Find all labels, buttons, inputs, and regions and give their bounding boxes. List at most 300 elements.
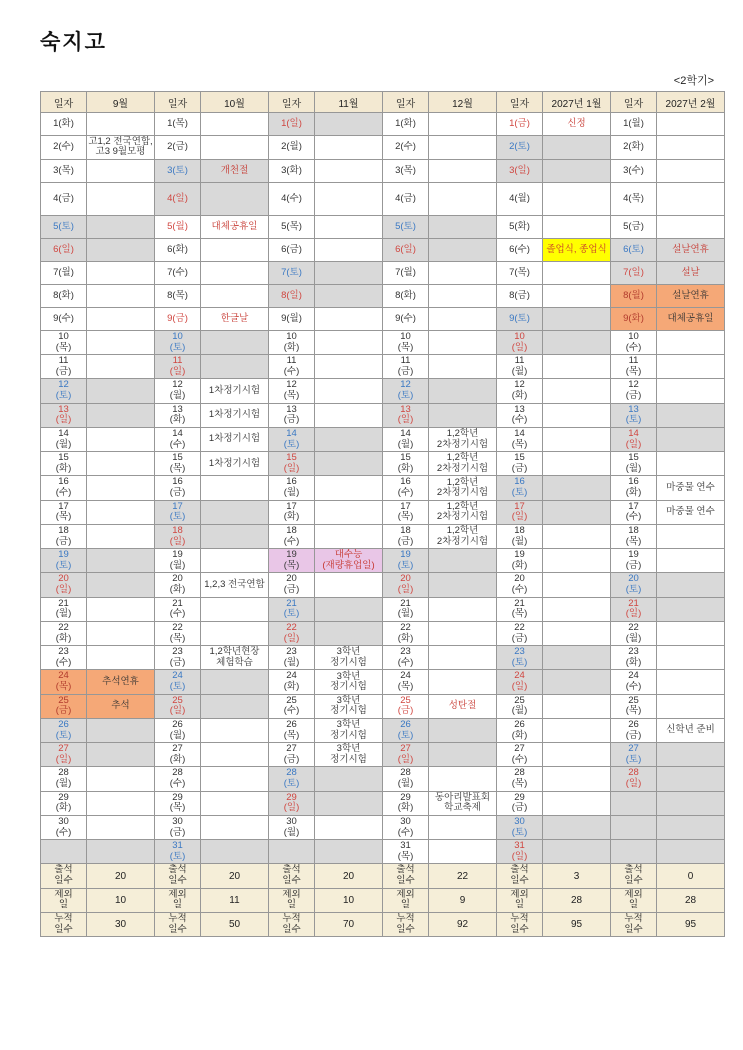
date-cell: 30 (월) <box>269 815 315 839</box>
event-cell <box>429 718 497 742</box>
event-cell <box>429 549 497 573</box>
summary-value: 28 <box>657 888 725 912</box>
date-cell: 21 (일) <box>611 597 657 621</box>
event-cell <box>657 743 725 767</box>
event-cell <box>429 159 497 182</box>
event-cell <box>543 476 611 500</box>
summary-value: 3 <box>543 864 611 888</box>
event-cell <box>657 694 725 718</box>
date-cell: 11 (목) <box>611 355 657 379</box>
event-cell: 마중물 연수 <box>657 476 725 500</box>
event-cell: 3학년 정기시험 <box>315 694 383 718</box>
date-cell: 24 (토) <box>155 670 201 694</box>
event-cell <box>657 549 725 573</box>
event-cell <box>429 646 497 670</box>
summary-row-label: 누적 일수 <box>269 912 315 936</box>
date-column-header: 일자 <box>41 92 87 113</box>
date-cell: 29 (화) <box>41 791 87 815</box>
date-cell: 4(금) <box>41 182 87 215</box>
date-cell: 27 (수) <box>497 743 543 767</box>
event-cell <box>87 646 155 670</box>
date-cell: 10 (토) <box>155 330 201 354</box>
date-column-header: 일자 <box>155 92 201 113</box>
date-cell: 30 (수) <box>41 815 87 839</box>
date-cell: 16 (토) <box>497 476 543 500</box>
date-cell: 20 (일) <box>383 573 429 597</box>
event-cell: 1,2,3 전국연합 <box>201 573 269 597</box>
date-cell: 27 (일) <box>383 743 429 767</box>
date-cell: 12 (목) <box>269 379 315 403</box>
event-cell: 3학년 정기시험 <box>315 743 383 767</box>
event-cell <box>201 476 269 500</box>
date-cell: 14 (일) <box>611 427 657 451</box>
event-cell <box>87 113 155 136</box>
date-cell: 18 (목) <box>611 524 657 548</box>
event-cell <box>657 113 725 136</box>
date-cell: 20 (수) <box>497 573 543 597</box>
event-cell <box>87 159 155 182</box>
month-column-header: 2027년 2월 <box>657 92 725 113</box>
date-cell: 5(토) <box>383 215 429 238</box>
event-cell: 1,2학년 2차정기시험 <box>429 476 497 500</box>
date-cell: 27 (금) <box>269 743 315 767</box>
date-cell: 19 (화) <box>497 549 543 573</box>
date-cell: 9(금) <box>155 307 201 330</box>
event-cell: 1차정기시험 <box>201 452 269 476</box>
summary-value: 70 <box>315 912 383 936</box>
event-cell <box>543 646 611 670</box>
event-cell: 3학년 정기시험 <box>315 646 383 670</box>
event-cell <box>87 261 155 284</box>
event-cell <box>315 597 383 621</box>
event-cell <box>87 549 155 573</box>
date-cell: 5(금) <box>611 215 657 238</box>
date-cell: 18 (월) <box>497 524 543 548</box>
date-column-header: 일자 <box>611 92 657 113</box>
event-cell: 추석 <box>87 694 155 718</box>
event-cell: 3학년 정기시험 <box>315 670 383 694</box>
summary-row-label: 제외 일 <box>155 888 201 912</box>
date-cell: 10 (목) <box>383 330 429 354</box>
event-cell <box>315 261 383 284</box>
date-cell: 25 (일) <box>155 694 201 718</box>
event-cell: 1,2학년 2차정기시험 <box>429 427 497 451</box>
event-cell: 1,2학년 2차정기시험 <box>429 500 497 524</box>
event-cell: 개천절 <box>201 159 269 182</box>
date-cell: 31 (일) <box>497 840 543 864</box>
event-cell <box>201 791 269 815</box>
date-cell: 21 (월) <box>383 597 429 621</box>
date-cell: 3(수) <box>611 159 657 182</box>
date-cell: 2(화) <box>611 136 657 160</box>
event-cell: 대체공휴일 <box>201 215 269 238</box>
empty-cell <box>315 840 383 864</box>
event-cell <box>429 621 497 645</box>
event-cell <box>315 524 383 548</box>
date-cell: 13 (토) <box>611 403 657 427</box>
event-cell <box>543 840 611 864</box>
event-cell <box>315 330 383 354</box>
event-cell <box>543 597 611 621</box>
event-cell <box>543 743 611 767</box>
event-cell <box>543 403 611 427</box>
event-cell <box>543 379 611 403</box>
date-cell: 6(수) <box>497 238 543 261</box>
event-cell: 한글날 <box>201 307 269 330</box>
date-cell: 5(목) <box>269 215 315 238</box>
date-cell: 2(월) <box>269 136 315 160</box>
date-cell: 20 (토) <box>611 573 657 597</box>
event-cell <box>315 136 383 160</box>
date-cell: 19 (토) <box>383 549 429 573</box>
event-cell <box>87 791 155 815</box>
date-cell: 18 (수) <box>269 524 315 548</box>
event-cell <box>201 597 269 621</box>
event-cell <box>429 307 497 330</box>
event-cell <box>315 403 383 427</box>
event-cell <box>657 159 725 182</box>
summary-row-label: 제외 일 <box>41 888 87 912</box>
event-cell <box>201 549 269 573</box>
empty-cell <box>611 840 657 864</box>
event-cell <box>87 427 155 451</box>
event-cell <box>543 427 611 451</box>
event-cell <box>201 621 269 645</box>
date-cell: 30 (수) <box>383 815 429 839</box>
event-cell <box>87 815 155 839</box>
date-cell: 21 (월) <box>41 597 87 621</box>
date-cell: 11 (일) <box>155 355 201 379</box>
event-cell <box>315 621 383 645</box>
date-cell: 19 (목) <box>269 549 315 573</box>
event-cell <box>429 840 497 864</box>
event-cell <box>201 113 269 136</box>
month-column-header: 10월 <box>201 92 269 113</box>
event-cell: 대체공휴일 <box>657 307 725 330</box>
summary-row-label: 누적 일수 <box>383 912 429 936</box>
date-cell: 16 (금) <box>155 476 201 500</box>
date-cell: 19 (월) <box>155 549 201 573</box>
date-column-header: 일자 <box>269 92 315 113</box>
event-cell <box>315 379 383 403</box>
date-cell: 17 (일) <box>497 500 543 524</box>
date-cell: 15 (화) <box>383 452 429 476</box>
event-cell <box>429 767 497 791</box>
event-cell <box>315 284 383 307</box>
event-cell <box>429 815 497 839</box>
event-cell <box>543 573 611 597</box>
summary-row-label: 출석 일수 <box>383 864 429 888</box>
event-cell: 설날 <box>657 261 725 284</box>
date-cell: 3(일) <box>497 159 543 182</box>
event-cell <box>315 159 383 182</box>
date-cell: 27 (토) <box>611 743 657 767</box>
empty-cell <box>87 840 155 864</box>
event-cell <box>543 182 611 215</box>
empty-cell <box>611 791 657 815</box>
event-cell: 고1,2 전국연합, 고3 9월모평 <box>88 136 153 158</box>
date-cell: 28 (일) <box>611 767 657 791</box>
event-cell: 성탄절 <box>429 694 497 718</box>
date-cell: 12 (화) <box>497 379 543 403</box>
date-cell: 24 (화) <box>269 670 315 694</box>
event-cell: 1,2학년 2차정기시험 <box>429 524 497 548</box>
date-column-header: 일자 <box>383 92 429 113</box>
event-cell <box>201 182 269 215</box>
event-cell: 동아리발표회 학교축제 <box>429 791 497 815</box>
summary-value: 28 <box>543 888 611 912</box>
event-cell <box>543 718 611 742</box>
event-cell: 1차정기시험 <box>201 403 269 427</box>
date-cell: 28 (월) <box>41 767 87 791</box>
summary-row-label: 출석 일수 <box>269 864 315 888</box>
date-cell: 15 (화) <box>41 452 87 476</box>
date-cell: 8(화) <box>41 284 87 307</box>
date-cell: 19 (금) <box>611 549 657 573</box>
event-cell <box>657 403 725 427</box>
date-cell: 2(수) <box>383 136 429 160</box>
date-cell: 21 (토) <box>269 597 315 621</box>
event-cell: 추석연휴 <box>87 670 155 694</box>
date-cell: 10 (화) <box>269 330 315 354</box>
date-cell: 6(토) <box>611 238 657 261</box>
event-cell <box>201 718 269 742</box>
date-cell: 12 (금) <box>611 379 657 403</box>
event-cell <box>657 524 725 548</box>
date-cell: 22 (일) <box>269 621 315 645</box>
date-cell: 24 (목) <box>41 670 87 694</box>
date-cell: 29 (금) <box>497 791 543 815</box>
date-cell: 7(목) <box>497 261 543 284</box>
date-cell: 5(토) <box>41 215 87 238</box>
month-column-header: 12월 <box>429 92 497 113</box>
date-cell: 10 (일) <box>497 330 543 354</box>
date-cell: 28 (목) <box>497 767 543 791</box>
event-cell <box>429 261 497 284</box>
event-cell <box>657 452 725 476</box>
date-cell: 30 (토) <box>497 815 543 839</box>
event-cell <box>87 238 155 261</box>
empty-cell <box>611 815 657 839</box>
month-column-header: 11월 <box>315 92 383 113</box>
date-cell: 27 (화) <box>155 743 201 767</box>
date-cell: 9(수) <box>383 307 429 330</box>
date-cell: 4(월) <box>497 182 543 215</box>
event-cell <box>429 597 497 621</box>
event-cell <box>87 597 155 621</box>
date-cell: 2(수) <box>41 136 87 160</box>
date-cell: 21 (수) <box>155 597 201 621</box>
date-cell: 22 (월) <box>611 621 657 645</box>
event-cell <box>87 524 155 548</box>
date-cell: 1(화) <box>41 113 87 136</box>
event-cell <box>87 500 155 524</box>
date-cell: 18 (일) <box>155 524 201 548</box>
date-cell: 13 (화) <box>155 403 201 427</box>
date-cell: 8(일) <box>269 284 315 307</box>
summary-row-label: 출석 일수 <box>41 864 87 888</box>
page-title: 숙지고 <box>40 31 107 54</box>
event-cell <box>315 767 383 791</box>
event-cell <box>657 427 725 451</box>
date-cell: 8(금) <box>497 284 543 307</box>
date-cell: 16 (월) <box>269 476 315 500</box>
date-cell: 15 (목) <box>155 452 201 476</box>
event-cell <box>657 379 725 403</box>
month-column-header: 2027년 1월 <box>543 92 611 113</box>
event-cell <box>315 791 383 815</box>
event-cell <box>429 215 497 238</box>
event-cell <box>429 136 497 160</box>
date-cell: 4(금) <box>383 182 429 215</box>
event-cell <box>429 330 497 354</box>
event-cell <box>201 284 269 307</box>
event-cell: 대수능 (재량휴업일) <box>315 549 383 573</box>
event-cell <box>543 549 611 573</box>
date-column-header: 일자 <box>497 92 543 113</box>
event-cell: 1,2학년현장 체험학습 <box>201 646 269 670</box>
date-cell: 25 (월) <box>497 694 543 718</box>
empty-cell <box>657 815 725 839</box>
event-cell: 3학년 정기시험 <box>315 718 383 742</box>
event-cell <box>543 284 611 307</box>
event-cell <box>429 573 497 597</box>
empty-cell <box>657 791 725 815</box>
event-cell <box>657 597 725 621</box>
event-cell <box>657 136 725 160</box>
date-cell: 25 (목) <box>611 694 657 718</box>
summary-row-label: 출석 일수 <box>497 864 543 888</box>
date-cell: 26 (화) <box>497 718 543 742</box>
event-cell <box>315 355 383 379</box>
event-cell <box>543 215 611 238</box>
event-cell <box>543 452 611 476</box>
date-cell: 30 (금) <box>155 815 201 839</box>
date-cell: 14 (토) <box>269 427 315 451</box>
event-cell <box>87 621 155 645</box>
date-cell: 17 (토) <box>155 500 201 524</box>
event-cell <box>87 573 155 597</box>
event-cell <box>429 355 497 379</box>
date-cell: 16 (수) <box>41 476 87 500</box>
summary-row-label: 누적 일수 <box>611 912 657 936</box>
date-cell: 22 (목) <box>155 621 201 645</box>
date-cell: 3(토) <box>155 159 201 182</box>
date-cell: 6(일) <box>41 238 87 261</box>
date-cell: 17 (수) <box>611 500 657 524</box>
summary-row-label: 제외 일 <box>497 888 543 912</box>
date-cell: 7(월) <box>383 261 429 284</box>
event-cell <box>543 159 611 182</box>
event-cell <box>201 840 269 864</box>
date-cell: 7(월) <box>41 261 87 284</box>
date-cell: 18 (금) <box>41 524 87 548</box>
event-cell <box>657 182 725 215</box>
event-cell <box>543 791 611 815</box>
summary-value: 22 <box>429 864 497 888</box>
date-cell: 13 (일) <box>41 403 87 427</box>
event-cell <box>429 182 497 215</box>
event-cell <box>543 136 611 160</box>
date-cell: 12 (토) <box>41 379 87 403</box>
summary-row-label: 누적 일수 <box>155 912 201 936</box>
date-cell: 28 (수) <box>155 767 201 791</box>
date-cell: 14 (월) <box>41 427 87 451</box>
event-cell <box>315 113 383 136</box>
event-cell <box>201 670 269 694</box>
date-cell: 4(목) <box>611 182 657 215</box>
date-cell: 26 (목) <box>269 718 315 742</box>
summary-value: 10 <box>315 888 383 912</box>
date-cell: 28 (월) <box>383 767 429 791</box>
summary-value: 30 <box>87 912 155 936</box>
event-cell <box>543 261 611 284</box>
date-cell: 5(화) <box>497 215 543 238</box>
semester-label: <2학기> <box>673 75 714 87</box>
event-cell <box>87 767 155 791</box>
date-cell: 11 (금) <box>383 355 429 379</box>
event-cell <box>87 215 155 238</box>
event-cell: 1,2학년 2차정기시험 <box>429 452 497 476</box>
event-cell <box>315 215 383 238</box>
date-cell: 9(토) <box>497 307 543 330</box>
date-cell: 11 (수) <box>269 355 315 379</box>
date-cell: 17 (화) <box>269 500 315 524</box>
event-cell: 신학년 준비 <box>657 718 725 742</box>
event-cell <box>201 261 269 284</box>
event-cell <box>87 718 155 742</box>
event-cell <box>315 427 383 451</box>
event-cell <box>201 815 269 839</box>
date-cell: 19 (토) <box>41 549 87 573</box>
date-cell: 27 (일) <box>41 743 87 767</box>
event-cell <box>315 500 383 524</box>
date-cell: 9(월) <box>269 307 315 330</box>
event-cell <box>87 330 155 354</box>
date-cell: 17 (목) <box>41 500 87 524</box>
date-cell: 8(목) <box>155 284 201 307</box>
event-cell <box>657 330 725 354</box>
event-cell <box>429 238 497 261</box>
date-cell: 14 (목) <box>497 427 543 451</box>
date-cell: 9(수) <box>41 307 87 330</box>
month-column-header: 9월 <box>87 92 155 113</box>
date-cell: 11 (금) <box>41 355 87 379</box>
date-cell: 26 (월) <box>155 718 201 742</box>
summary-row-label: 누적 일수 <box>497 912 543 936</box>
date-cell: 23 (토) <box>497 646 543 670</box>
summary-value: 20 <box>315 864 383 888</box>
event-cell <box>201 694 269 718</box>
empty-cell <box>657 840 725 864</box>
event-cell <box>201 238 269 261</box>
date-cell: 7(수) <box>155 261 201 284</box>
summary-row-label: 제외 일 <box>269 888 315 912</box>
event-cell <box>315 452 383 476</box>
event-cell <box>543 500 611 524</box>
date-cell: 20 (일) <box>41 573 87 597</box>
event-cell <box>543 307 611 330</box>
date-cell: 31 (토) <box>155 840 201 864</box>
summary-value: 95 <box>543 912 611 936</box>
event-cell <box>201 767 269 791</box>
date-cell: 25 (수) <box>269 694 315 718</box>
date-cell: 21 (목) <box>497 597 543 621</box>
empty-cell <box>41 840 87 864</box>
date-cell: 24 (목) <box>383 670 429 694</box>
date-cell: 22 (금) <box>497 621 543 645</box>
event-cell <box>315 182 383 215</box>
